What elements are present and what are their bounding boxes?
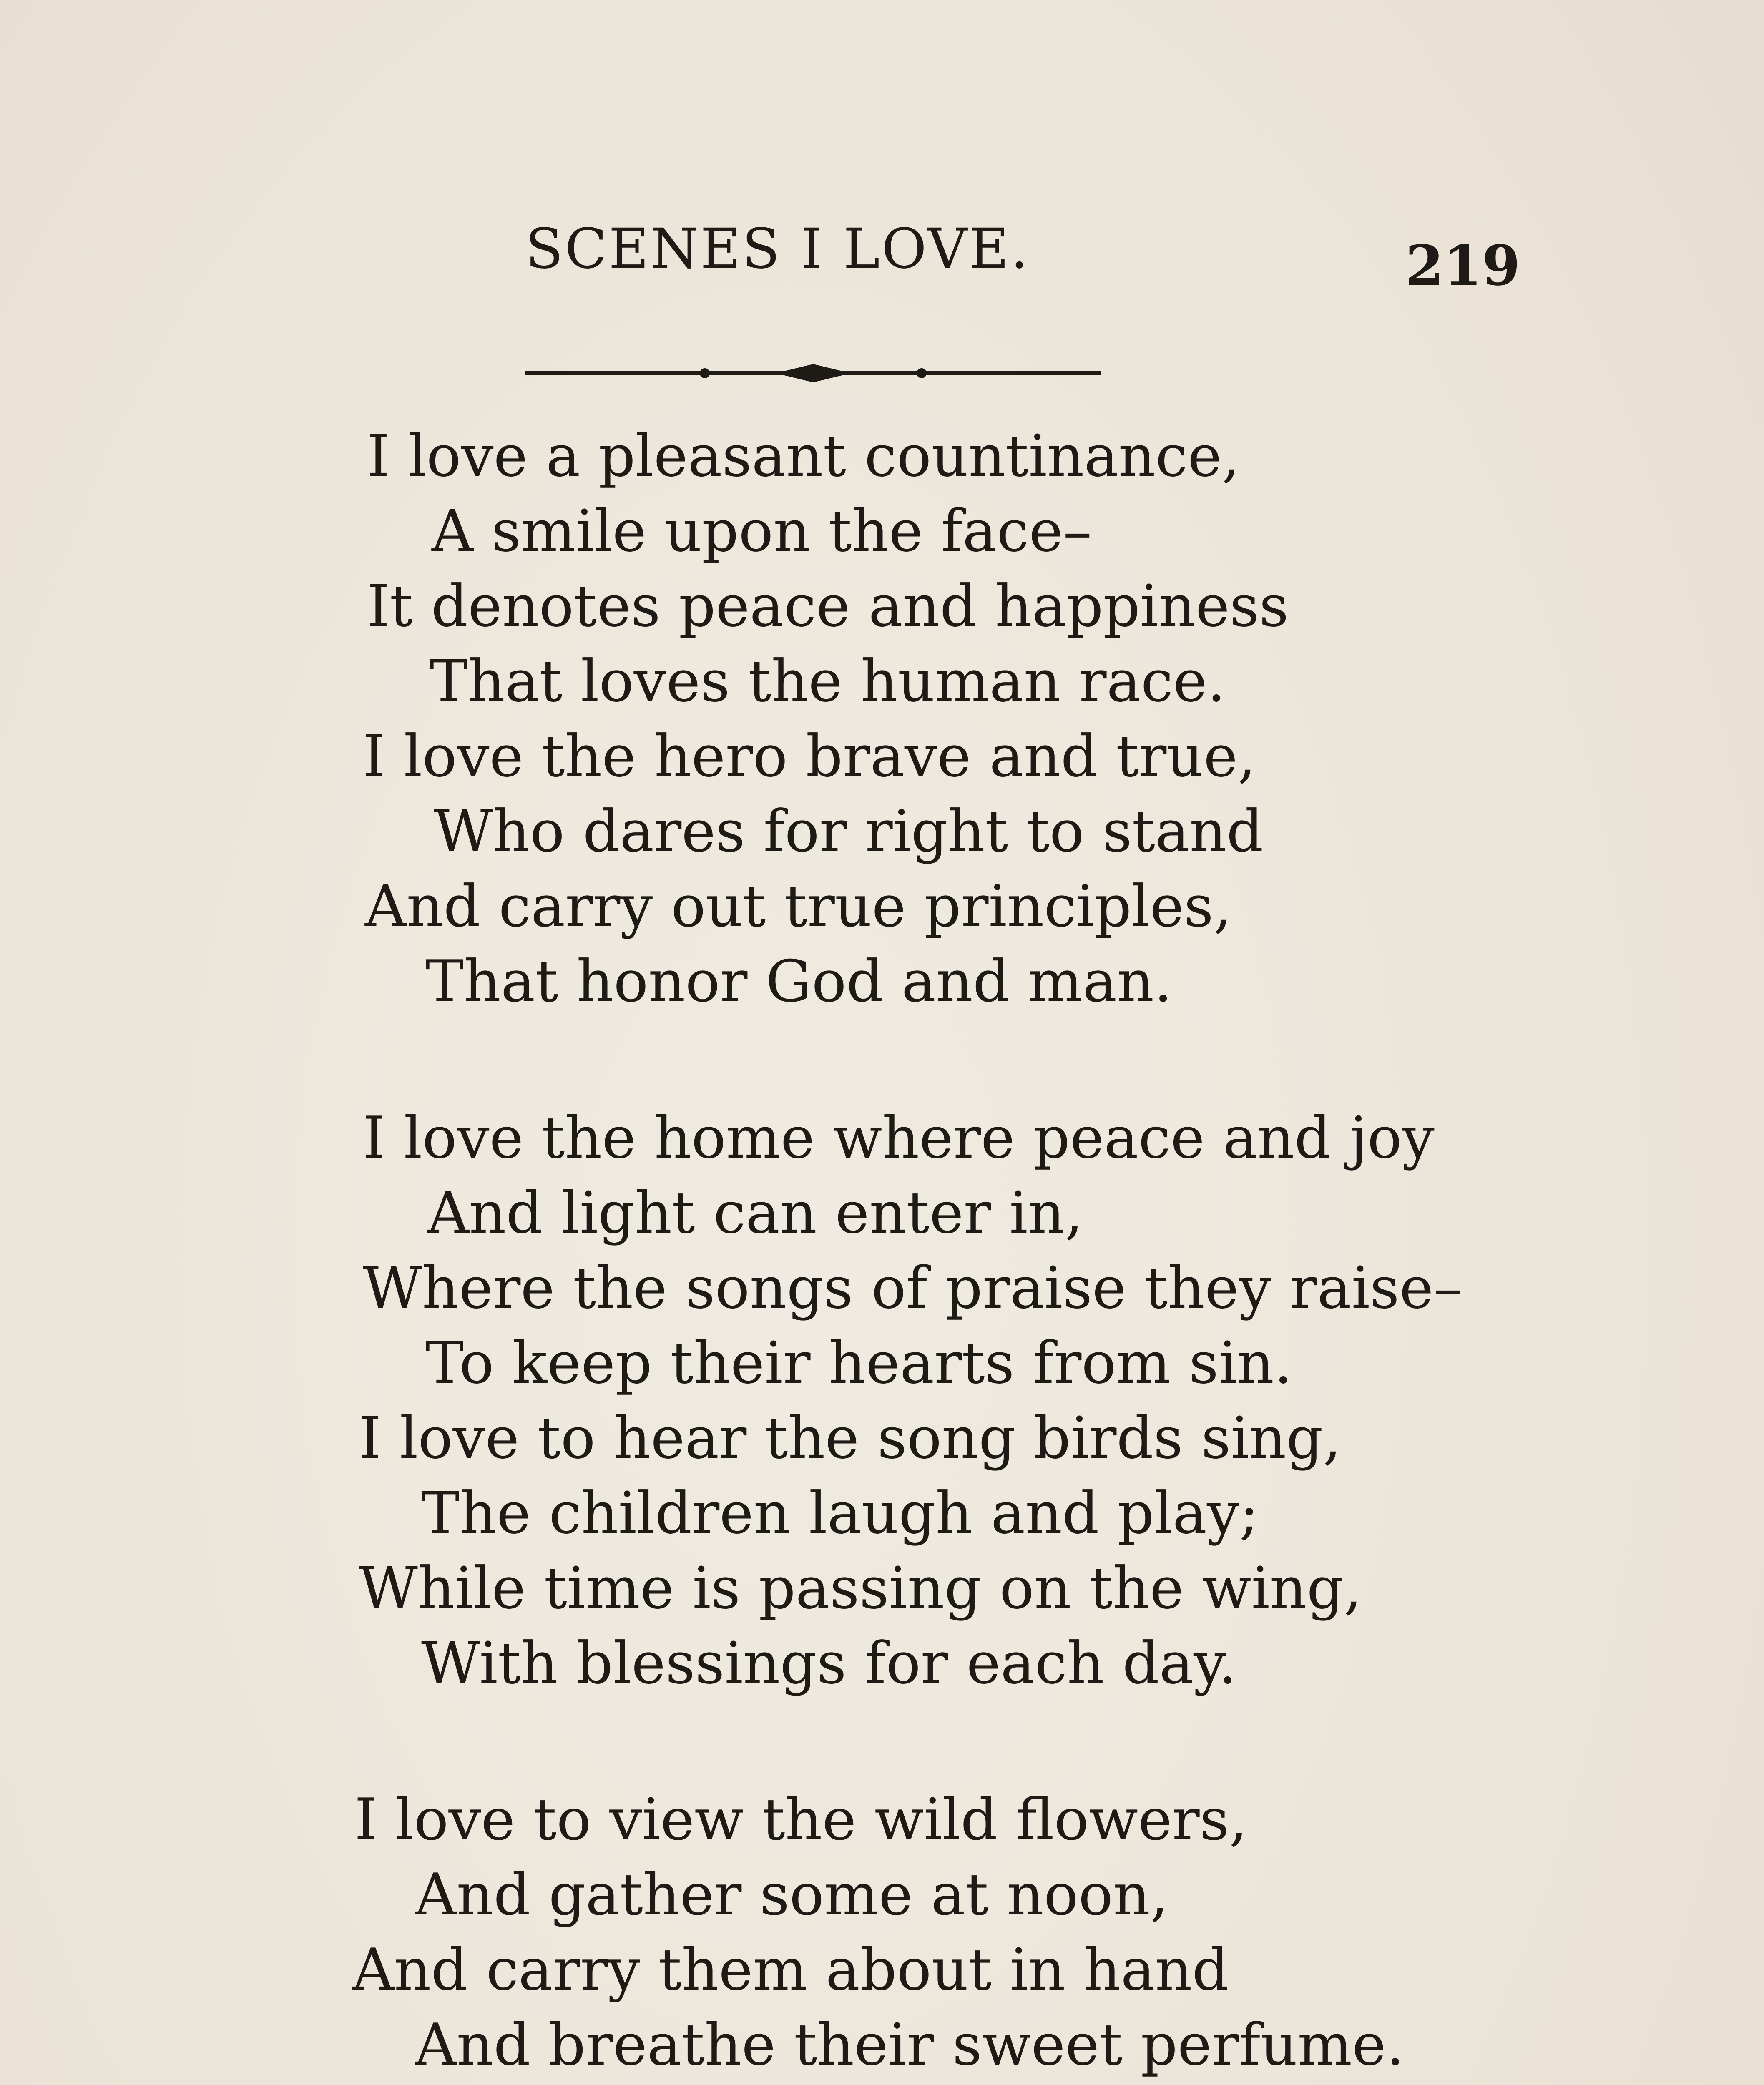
poem-line-7: And carry out true principles, (365, 873, 1232, 940)
poem-line-10: And light can enter in, (427, 1179, 1083, 1246)
ornamental-rule (525, 357, 1101, 390)
poem-line-9: I love the home where peace and joy (363, 1104, 1435, 1171)
poem-line-13: I love to hear the song birds sing, (359, 1404, 1342, 1472)
poem-line-15: While time is passing on the wing, (359, 1555, 1362, 1622)
page-number: 219 (1405, 234, 1520, 298)
poem-line-2: A smile upon the face– (432, 497, 1092, 565)
poem-line-14: The children laugh and play; (421, 1480, 1259, 1547)
poem-line-3: It denotes peace and happiness (367, 573, 1289, 640)
poem-line-20: And breathe their sweet perfume. (415, 2011, 1405, 2078)
poem-line-18: And gather some at noon, (415, 1861, 1168, 1928)
running-title: SCENES I LOVE. (525, 217, 1030, 281)
poem-line-4: That loves the human race. (430, 648, 1226, 715)
poem-line-17: I love to view the wild flowers, (354, 1786, 1248, 1853)
poem-line-12: To keep their hearts from sin. (425, 1329, 1292, 1397)
poem-line-8: That honor God and man. (425, 948, 1173, 1015)
poem-line-6: Who dares for right to stand (434, 798, 1264, 865)
poem-line-11: Where the songs of praise they raise– (363, 1254, 1462, 1321)
poem-line-1: I love a pleasant countinance, (367, 422, 1240, 490)
poem-line-19: And carry them about in hand (352, 1936, 1229, 2003)
poem-line-16: With blessings for each day. (421, 1630, 1237, 1697)
poem-line-5: I love the hero brave and true, (363, 723, 1256, 790)
